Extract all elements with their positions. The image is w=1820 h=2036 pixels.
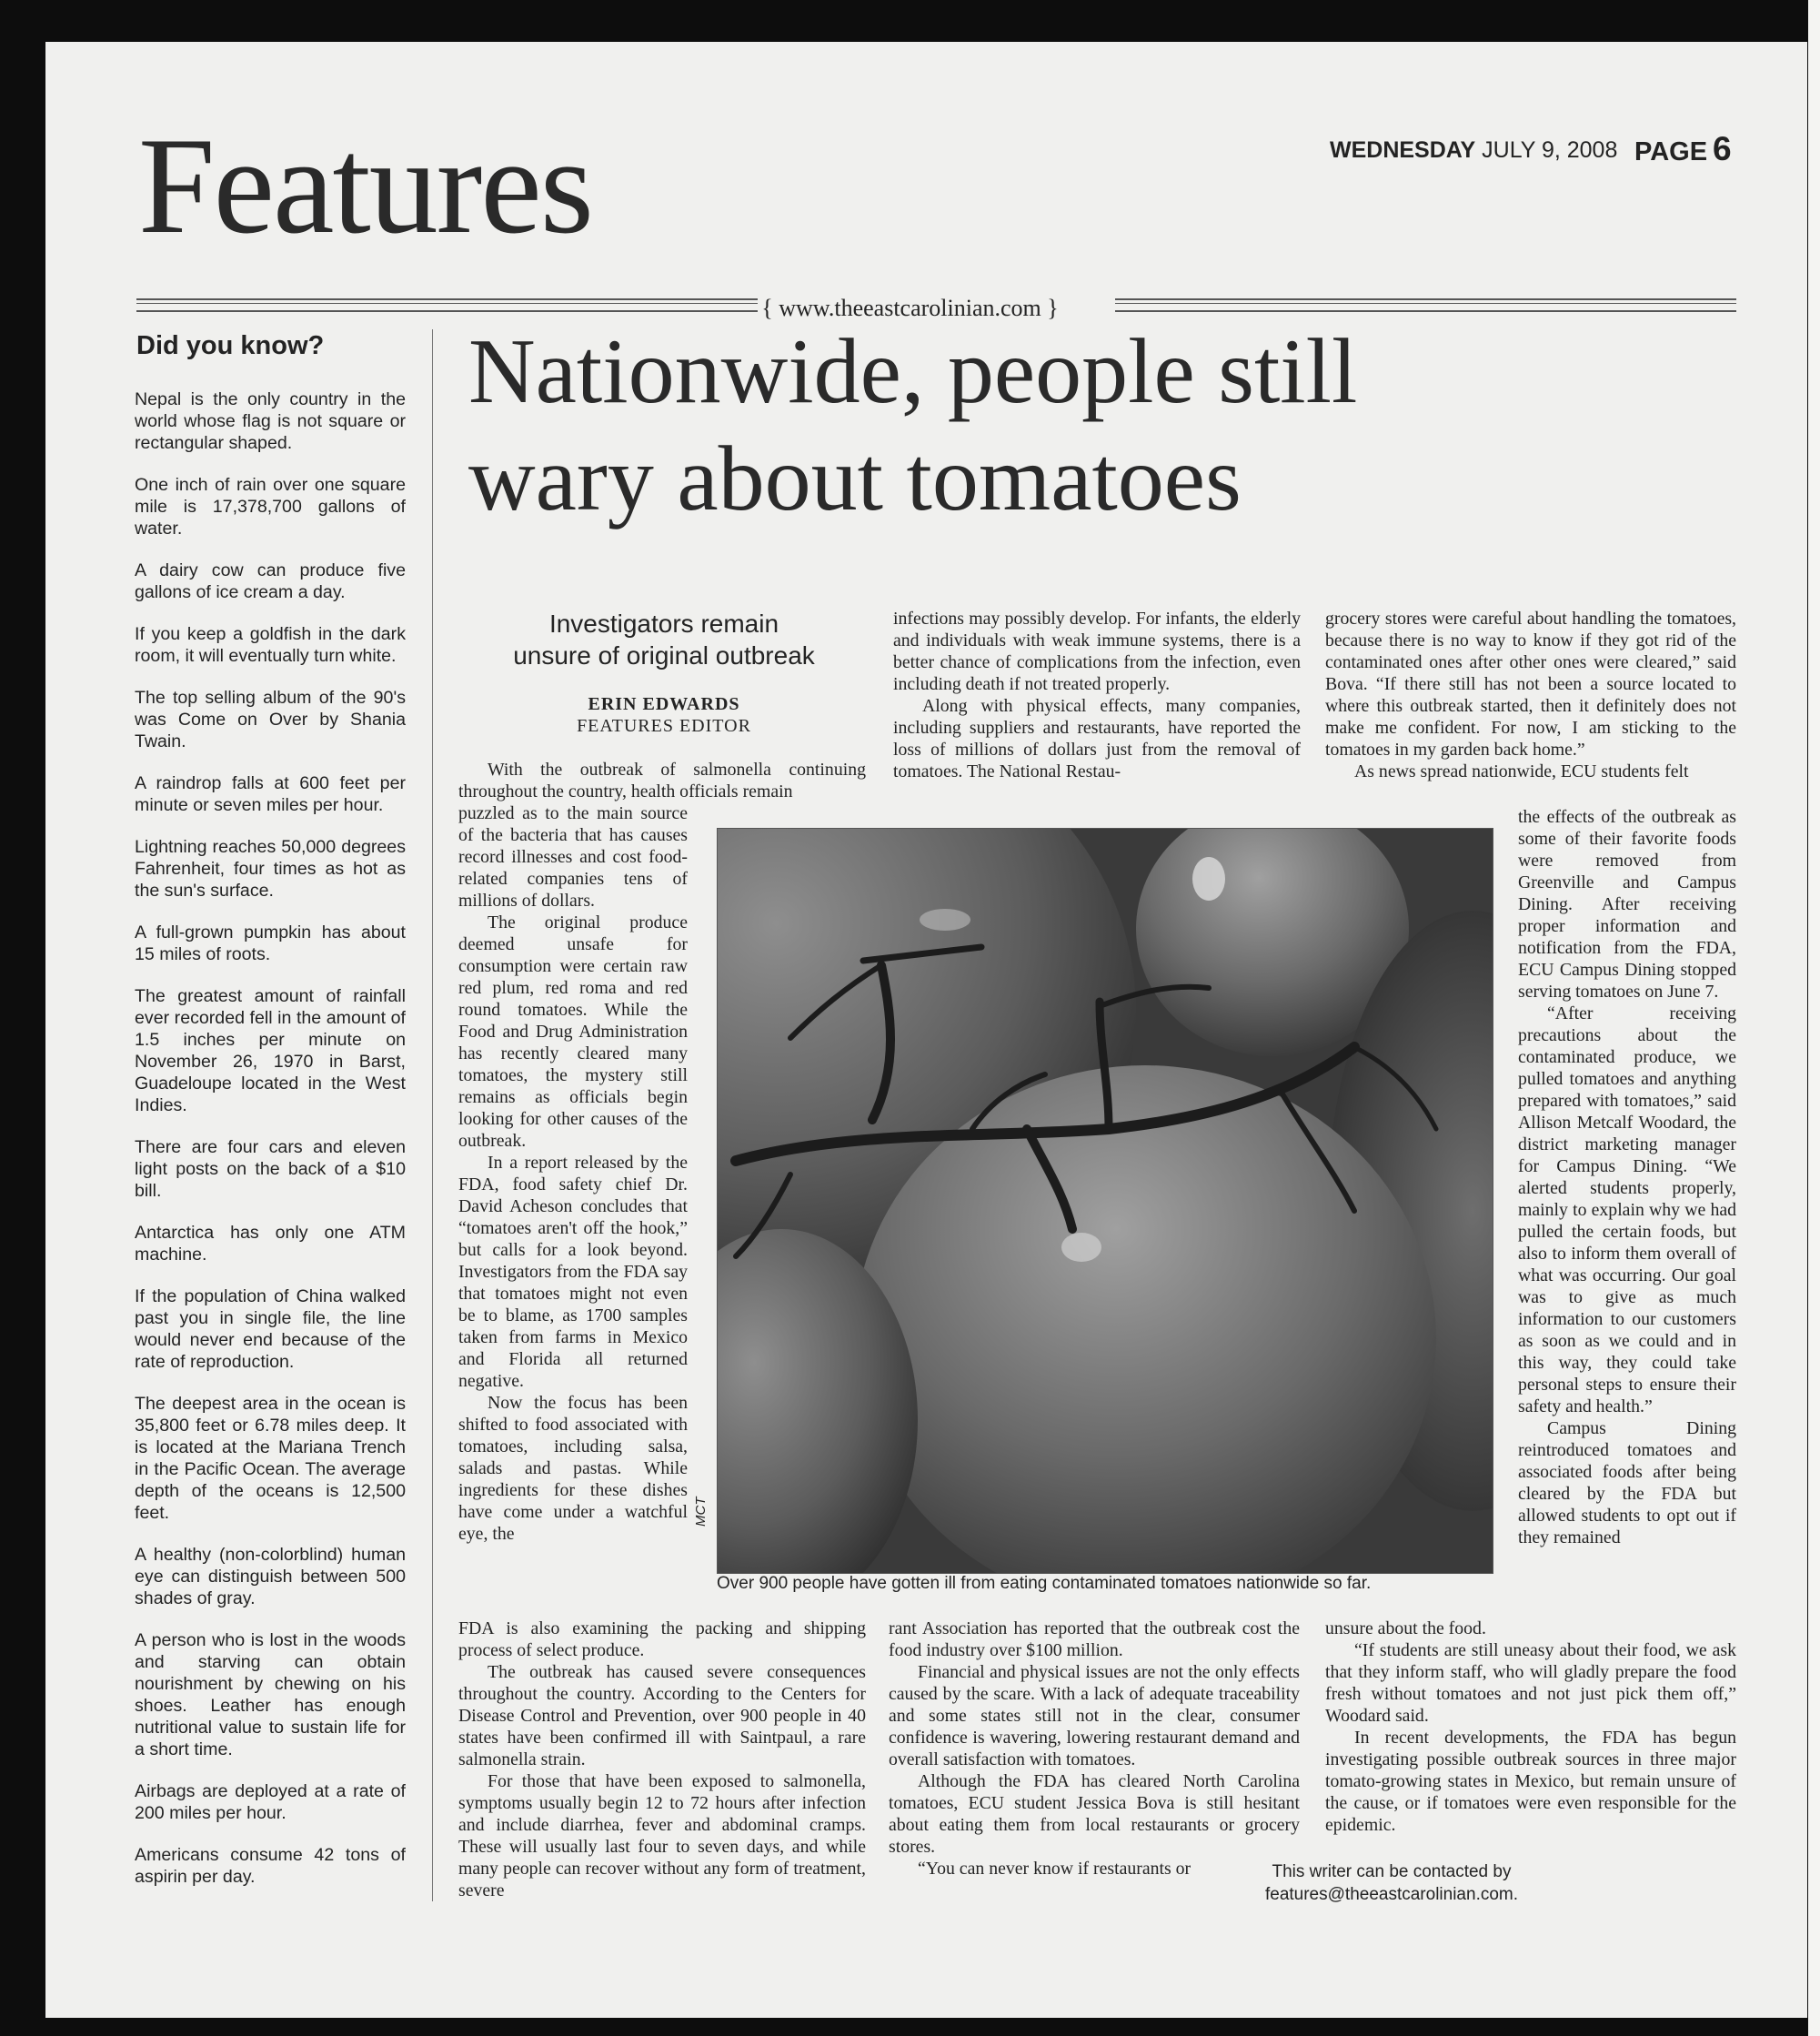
photo-caption: Over 900 people have gotten ill from eating contaminated tomatoes nationwide so far. [717,1574,1372,1593]
fact-item: Airbags are deployed at a rate of 200 miles per hour. [135,1781,406,1823]
fact-item: A healthy (non-colorblind) human eye can distinguish between 500 shades of gray. [135,1545,406,1608]
fact-item: There are four cars and eleven light posts on the back of a $10 bill. [135,1137,406,1201]
article-paragraph: “You can never know if restaurants or [918,1859,1192,1879]
article-paragraph: With the outbreak of salmonella continuing throughout the country, health officials remain [458,760,866,801]
fact-item: Lightning reaches 50,000 degrees Fahrenheit, four times as hot as the sun's surface. [135,837,406,901]
article-paragraph: grocery stores were careful about handling the tomatoes, because there is no way to know if they got rid of the contaminated ones after other ones were cleared,” said Bova. “If there still has not been a source located to where this outbreak started, then it definitely does not make me confident. For now, I am sticking to the tomatoes in my garden back home.” [1325,609,1736,760]
contact-line-1: This writer can be contacted by [1272,1862,1512,1881]
photo-credit: MCT [693,1497,709,1527]
article-column-1b [458,802,688,1545]
article-paragraph: Campus Dining reintroduced tomatoes and associated foods after being cleared by the FDA but allowed students to opt out if they remained [1518,1418,1736,1547]
article-column-1c [458,1618,866,1901]
article-paragraph: The outbreak has caused severe consequences throughout the country. According to the Centers for Disease Control and Prevention, over 900 people in 40 states have been confirmed ill with Saintpaul, a rare salmonella strain. [458,1662,866,1769]
writer-contact [1265,1860,1518,1906]
article-paragraph: the effects of the outbreak as some of their favorite foods were removed from Greenville and Campus Dining. After receiving proper information and notification from the FDA, ECU Campus Dining stopped serving tomatoes on June 7. [1518,807,1736,1002]
article-paragraph: In a report released by the FDA, food safety chief Dr. David Acheson concludes that “tomatoes aren't off the hook,” but calls for a look beyond. Investigators from the FDA say that tomatoes might not even be to blame, as 1700 samples taken from farms in Mexico and Florida all returned negative. [458,1153,688,1391]
article-paragraph: Now the focus has been shifted to food associated with tomatoes, including salsa, salads and pastas. While ingredients for these dishes have come under a watchful eye, the [458,1393,688,1544]
page-number [1634,130,1732,168]
article-paragraph: The original produce deemed unsafe for consumption were certain raw red plum, red roma and red round tomatoes. While the Food and Drug Administration has recently cleared many tomatoes, the mystery still remains as officials begin looking for other causes of the outbreak. [458,912,688,1151]
dateline-date: JULY 9, 2008 [1482,137,1618,163]
fact-item: The deepest area in the ocean is 35,800 feet or 6.78 miles deep. It is located at the Mariana Trench in the Pacific Ocean. The average depth of the oceans is 12,500 feet. [135,1394,406,1523]
article-column-1a [458,759,866,802]
article-paragraph: Although the FDA has cleared North Carolina tomatoes, ECU student Jessica Bova is still hesitant about eating them from local restaurants or grocery stores. [889,1771,1300,1857]
deck-line-2: unsure of original outbreak [513,641,815,670]
fact-item: Nepal is the only country in the world whose flag is not square or rectangular shaped. [135,389,406,453]
article-paragraph: “After receiving precautions about the contaminated produce, we pulled tomatoes and anything prepared with tomatoes,” said Allison Metcalf Woodard, the district marketing manager for Campus Dining. “We alerted students properly, mainly to explain why we had pulled the certain foods, but also to inform them overall of what was occurring. Our goal was to give as much information to our customers as soon as we could and in this way, they could take personal steps to ensure their safety and health.” [1518,1003,1736,1416]
article-paragraph: infections may possibly develop. For infants, the elderly and individuals with weak immune systems, there is a better chance of complications from the infection, even including death if not treated properly. [893,609,1301,694]
article-column-3b [1518,806,1736,1548]
fact-item: The top selling album of the 90's was Come on Over by Shania Twain. [135,688,406,751]
article-paragraph: puzzled as to the main source of the bacteria that has causes record illnesses and cost food-related companies tens of millions of dollars. [458,803,688,911]
article-paragraph: Financial and physical issues are not the only effects caused by the scare. With a lack of adequate traceability and some states still not in the clear, consumer confidence is wavering, lowering restaurant demand and overall satisfaction with tomatoes. [889,1662,1300,1769]
tomato-illustration [718,829,1493,1573]
fact-list [135,388,406,1908]
article-paragraph: rant Association has reported that the outbreak cost the food industry over $100 million. [889,1618,1300,1660]
dateline-day: WEDNESDAY [1330,137,1476,163]
fact-item: If the population of China walked past you in single file, the line would never end because of the rate of reproduction. [135,1286,406,1372]
page-number-value: 6 [1713,130,1732,167]
article-paragraph: FDA is also examining the packing and shipping process of select produce. [458,1618,866,1660]
website-url: { www.theeastcarolinian.com } [761,295,1059,321]
section-title: Features [138,109,592,262]
article-paragraph: “If students are still uneasy about their food, we ask that they inform staff, who will gladly prepare the food fresh without tomatoes and not just pick them off,” Woodard said. [1325,1640,1736,1726]
headline-line-2: wary about tomatoes [468,428,1242,530]
fact-item: The greatest amount of rainfall ever recorded fell in the amount of 1.5 inches per minute on November 26, 1970 in Barst, Guadeloupe located in the West Indies. [135,986,406,1115]
fact-item: If you keep a goldfish in the dark room, it will eventually turn white. [135,624,406,666]
article-column-3a [1325,608,1736,782]
deck-line-1: Investigators remain [548,610,779,638]
author-title: FEATURES EDITOR [577,716,751,736]
fact-item: Antarctica has only one ATM machine. [135,1223,406,1265]
fact-item: A raindrop falls at 600 feet per minute or seven miles per hour. [135,773,406,815]
dateline [1330,137,1617,164]
contact-email: features@theeastcarolinian.com. [1264,1885,1519,1904]
deck [473,608,855,671]
headline [468,318,1742,533]
article-column-2a [893,608,1301,782]
page-label: PAGE [1634,137,1708,166]
fact-item: Americans consume 42 tons of aspirin per day. [135,1845,406,1887]
fact-item: A dairy cow can produce five gallons of ice cream a day. [135,560,406,602]
author-name: ERIN EDWARDS [588,694,740,714]
byline [473,693,855,737]
article-column-3c [1325,1618,1736,1836]
article-paragraph: As news spread nationwide, ECU students felt [1354,761,1689,781]
tomato-photo [717,828,1493,1574]
headline-line-1: Nationwide, people still [468,320,1358,423]
fact-item: A full-grown pumpkin has about 15 miles of roots. [135,922,406,964]
fact-item: One inch of rain over one square mile is 17,378,700 gallons of water. [135,475,406,539]
article-paragraph: unsure about the food. [1325,1618,1486,1638]
sidebar-divider [432,329,433,1901]
article-paragraph: In recent developments, the FDA has begun investigating possible outbreak sources in three major tomato-growing states in Mexico, but remain unsure of the cause, or if tomatoes were even responsible for the epidemic. [1325,1728,1736,1835]
sidebar-title: Did you know? [136,331,325,360]
article-paragraph: For those that have been exposed to salmonella, symptoms usually begin 12 to 72 hours after infection and include diarrhea, fever and abdominal cramps. These will usually last four to seven days, and while many people can recover without any form of treatment, severe [458,1771,866,1900]
fact-item: A person who is lost in the woods and starving can obtain nourishment by chewing on his shoes. Leather has enough nutritional value to sustain life for a short time. [135,1630,406,1759]
article-column-2b [889,1618,1300,1880]
article-paragraph: Along with physical effects, many companies, including suppliers and restaurants, have reported the loss of millions of dollars just from the removal of tomatoes. The National Restau- [893,696,1301,781]
